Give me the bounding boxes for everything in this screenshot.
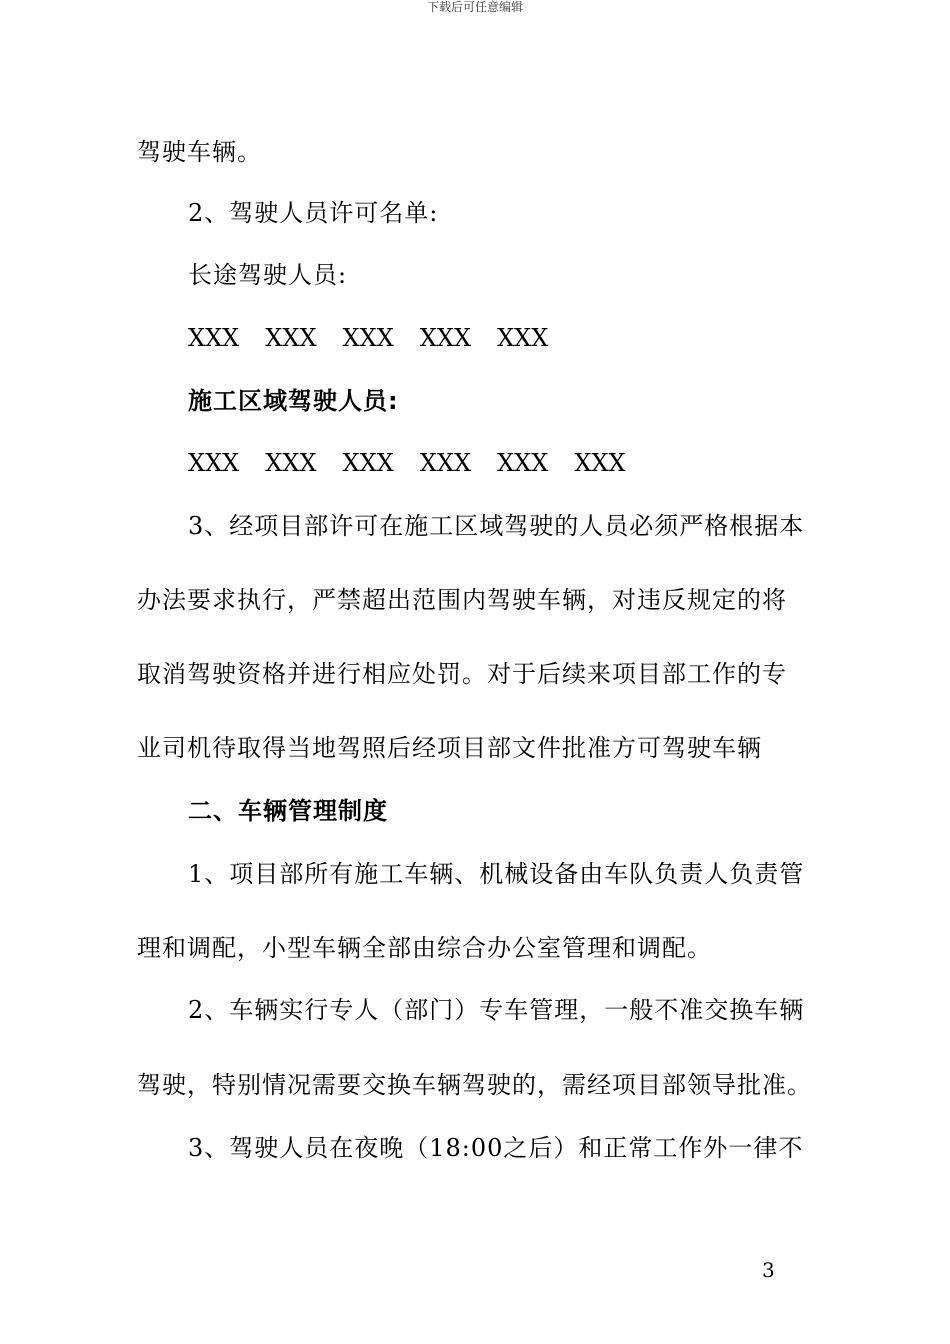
text-line-8: 办法要求执行，严禁超出范围内驾驶车辆，对违反规定的将 [137, 586, 787, 614]
page-number: 3 [762, 1258, 775, 1282]
driver-name: XXX [574, 449, 626, 477]
text-line-7: 3、经项目部许可在施工区域驾驶的人员必须严格根据本 [188, 512, 805, 540]
text-line-16: 3、驾驶人员在夜晚（18:00之后）和正常工作外一律不 [188, 1134, 804, 1162]
driver-name: XXX [342, 324, 394, 352]
section-heading-vehicle-management: 二、车辆管理制度 [188, 797, 388, 825]
driver-name: XXX [265, 449, 317, 477]
driver-name: XXX [419, 449, 472, 477]
site-driver-list [188, 448, 652, 478]
text-line-3: 长途驾驶人员: [188, 261, 348, 289]
driver-name: XXX [497, 449, 549, 477]
long-distance-driver-list [188, 323, 574, 353]
header-note: 下载后可任意编辑 [426, 0, 523, 14]
text-line-10: 业司机待取得当地驾照后经项目部文件批准方可驾驶车辆 [137, 734, 762, 762]
driver-name: XXX [188, 324, 240, 352]
driver-name: XXX [265, 324, 317, 352]
driver-name: XXX [497, 324, 549, 352]
driver-name: XXX [188, 449, 240, 477]
text-line-1: 驾驶车辆。 [137, 138, 262, 166]
text-line-14: 2、车辆实行专人（部门）专车管理，一般不准交换车辆 [188, 996, 805, 1024]
text-line-15: 驾驶，特别情况需要交换车辆驾驶的，需经项目部领导批准。 [137, 1071, 812, 1099]
text-line-9: 取消驾驶资格并进行相应处罚。对于后续来项目部工作的专 [137, 660, 787, 688]
driver-name: XXX [419, 324, 472, 352]
text-line-2: 2、驾驶人员许可名单: [188, 199, 439, 227]
text-line-13: 理和调配，小型车辆全部由综合办公室管理和调配。 [137, 934, 712, 962]
text-line-12: 1、项目部所有施工车辆、机械设备由车队负责人负责管 [188, 860, 805, 888]
driver-name: XXX [342, 449, 394, 477]
section-subtitle-site-drivers: 施工区域驾驶人员: [188, 387, 399, 415]
